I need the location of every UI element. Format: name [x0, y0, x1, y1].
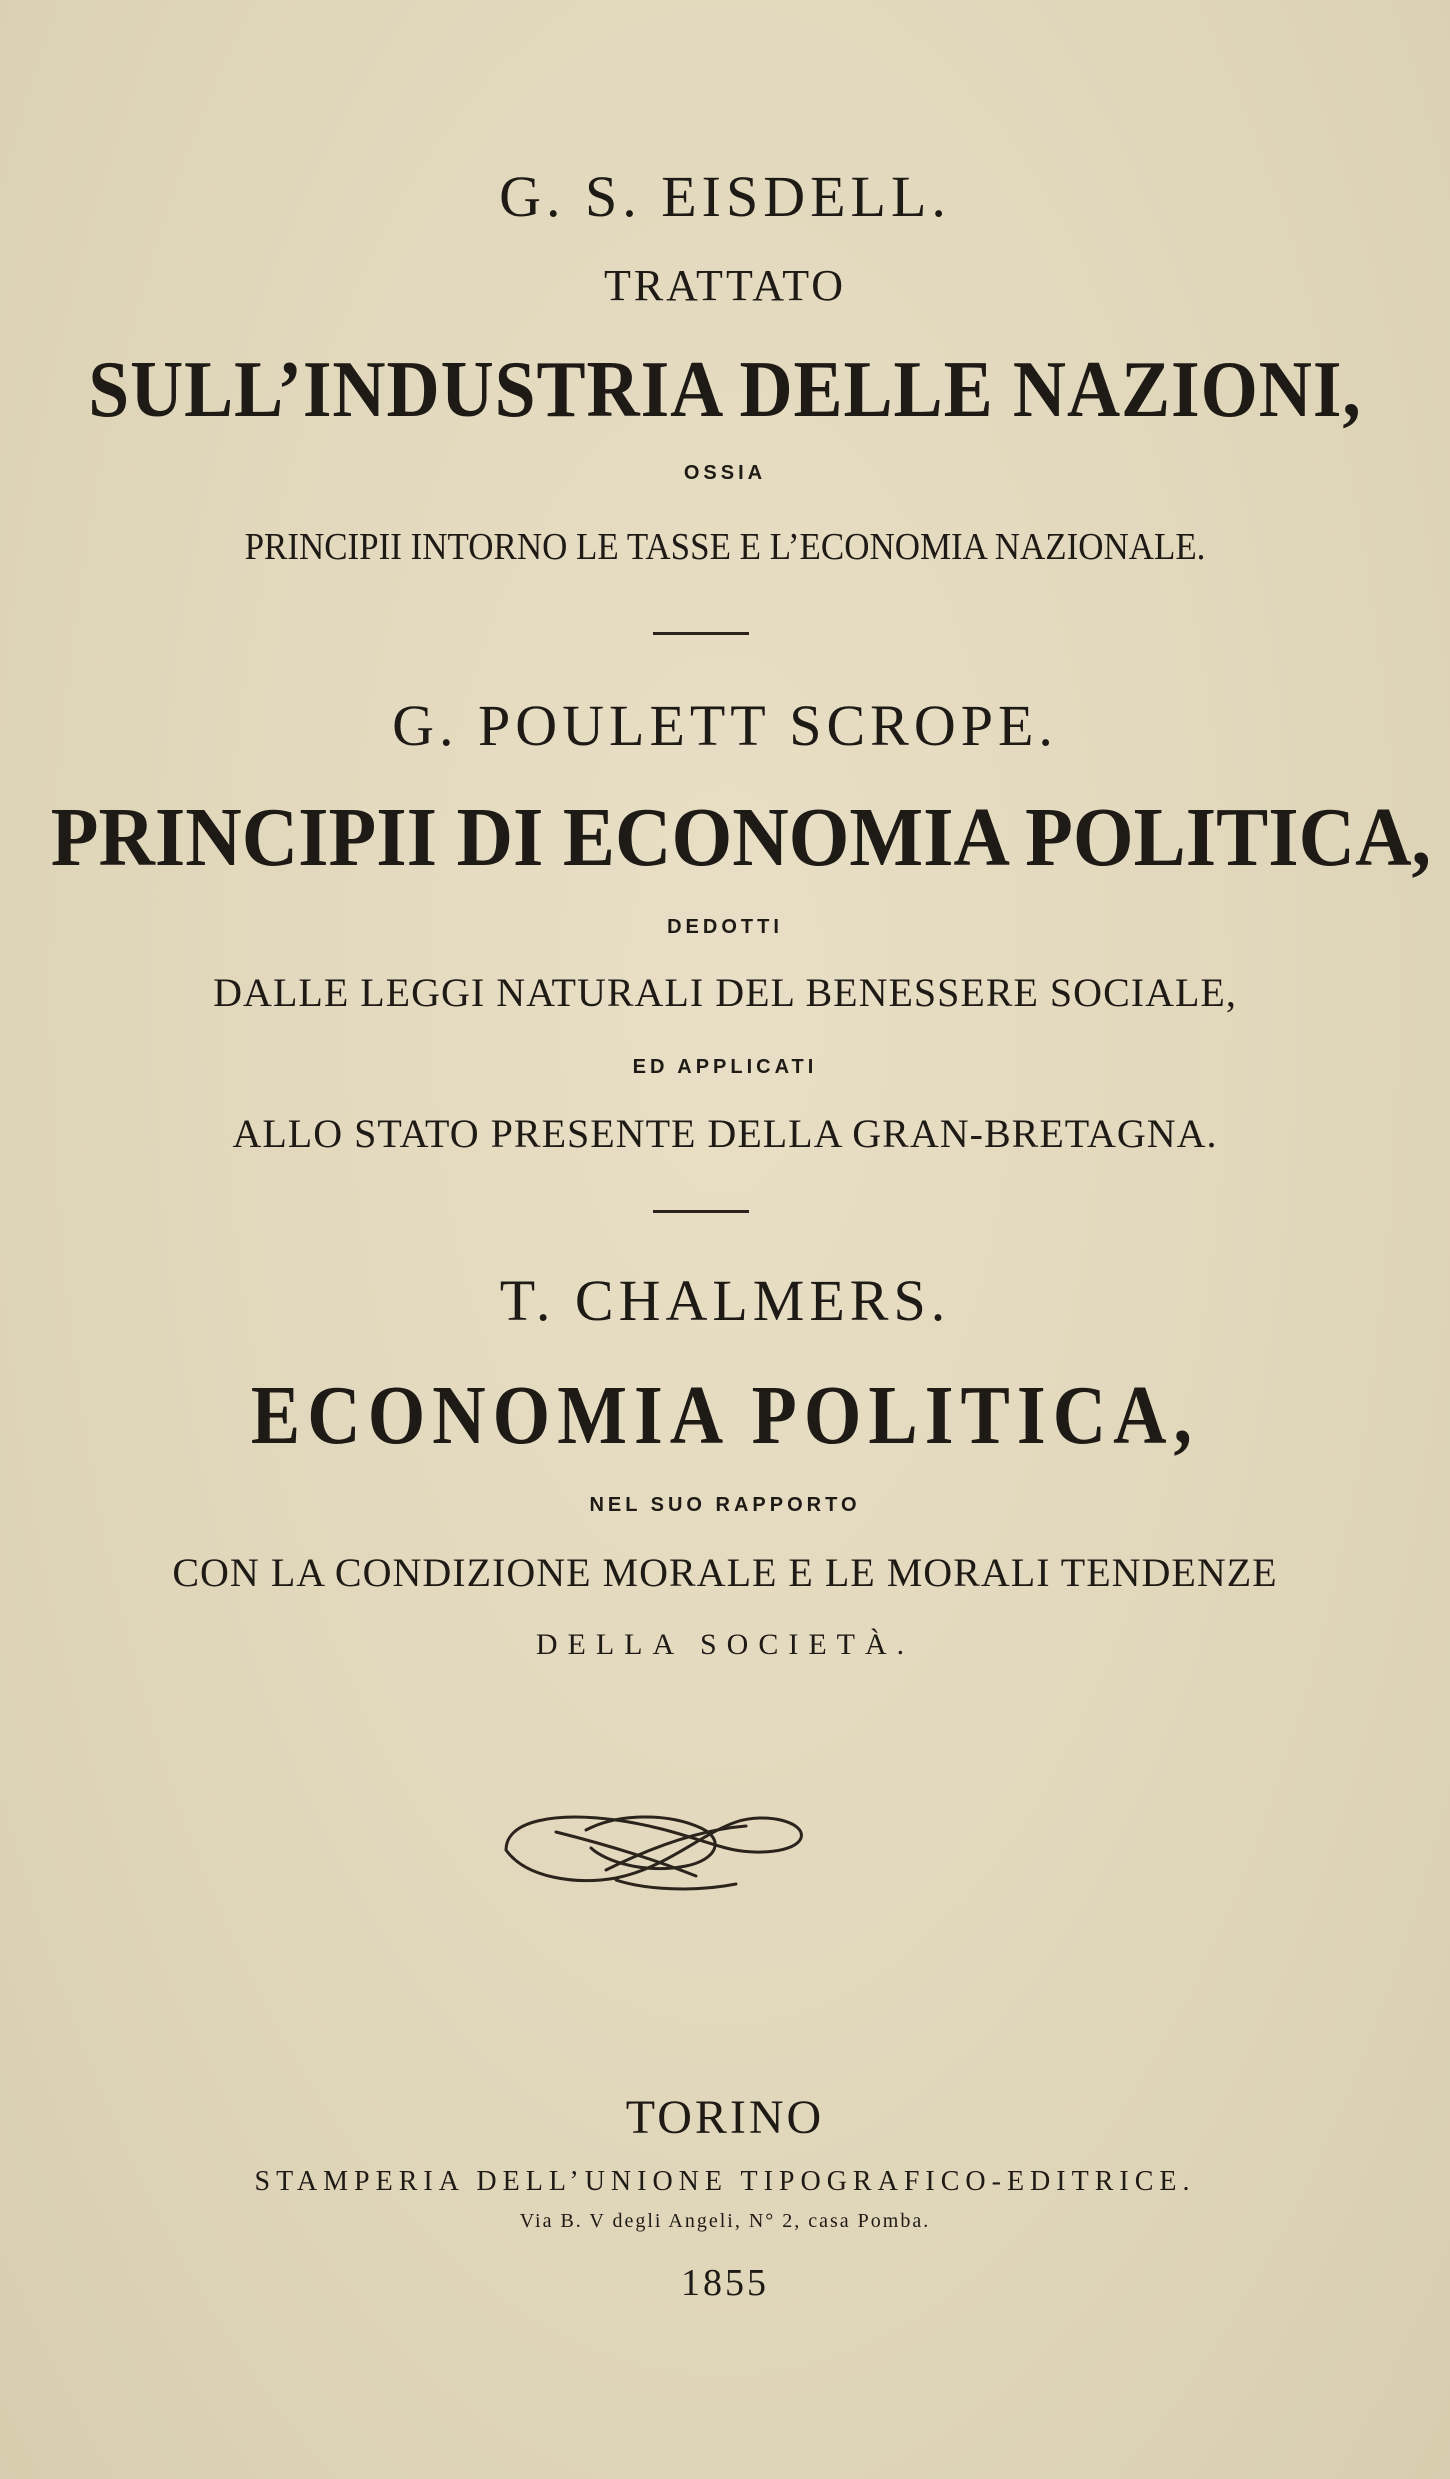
connector-ossia: OSSIA	[683, 462, 767, 484]
section-divider-2	[653, 1210, 749, 1213]
author-eisdell: G. S. EISDELL.	[499, 164, 951, 229]
connector-dedotti: DEDOTTI	[667, 916, 783, 938]
subtitle-condizione-morale: CON LA CONDIZIONE MORALE E LE MORALI TENDENZE	[172, 1550, 1278, 1595]
imprint-year: 1855	[681, 2262, 769, 2304]
connector-ed-applicati: ED APPLICATI	[632, 1056, 818, 1078]
section-divider-1	[653, 632, 749, 635]
imprint-printer: STAMPERIA DELL’UNIONE TIPOGRAFICO-EDITRICE.	[254, 2166, 1196, 2197]
label-trattato: TRATTATO	[603, 261, 847, 310]
title-economia-politica: ECONOMIA POLITICA,	[250, 1369, 1200, 1462]
subtitle-gran-bretagna: ALLO STATO PRESENTE DELLA GRAN-BRETAGNA.	[232, 1111, 1218, 1156]
imprint-city: TORINO	[625, 2091, 825, 2144]
title-industria-nazioni: SULL’INDUSTRIA DELLE NAZIONI,	[88, 346, 1362, 434]
flourish-ornament-icon	[496, 1790, 816, 1910]
author-scrope: G. POULETT SCROPE.	[392, 693, 1058, 758]
subtitle-principii-tasse: PRINCIPII INTORNO LE TASSE E L’ECONOMIA NAZIONALE.	[244, 526, 1206, 568]
imprint-address: Via B. V degli Angeli, N° 2, casa Pomba.	[519, 2210, 931, 2232]
author-chalmers: T. CHALMERS.	[499, 1268, 951, 1333]
subtitle-della-societa: DELLA SOCIETÀ.	[535, 1628, 915, 1661]
connector-nel-suo-rapporto: NEL SUO RAPPORTO	[589, 1494, 861, 1516]
title-principii-economia-politica: PRINCIPII DI ECONOMIA POLITICA,	[50, 791, 1432, 884]
subtitle-leggi-naturali: DALLE LEGGI NATURALI DEL BENESSERE SOCIALE,	[213, 970, 1237, 1015]
